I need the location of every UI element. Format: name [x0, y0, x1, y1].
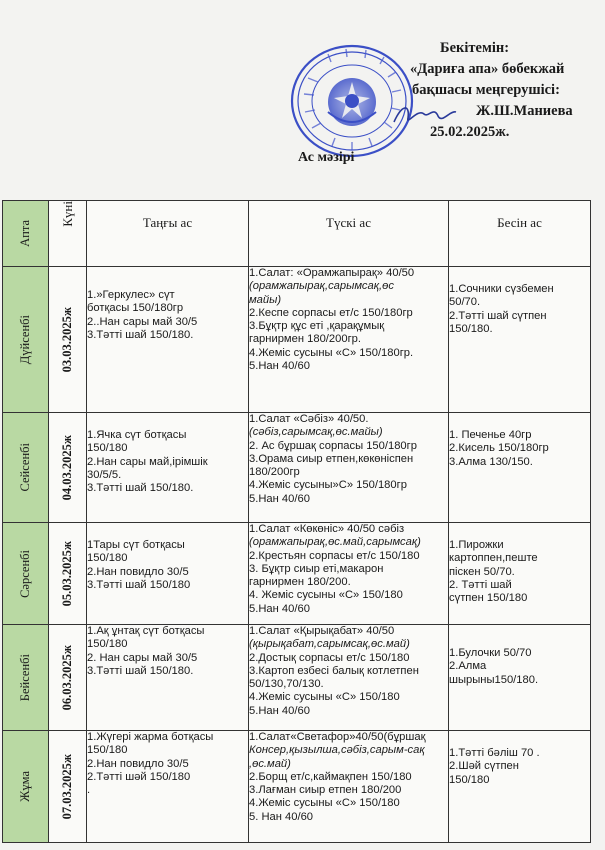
table-row — [3, 731, 591, 843]
breakfast-cell: 1.Ячка сүт ботқасы 150/180 2.Нан сары май,ірімшік 30/5/5. 3.Тәтті шай 150/180. — [87, 413, 249, 523]
header-week: Апта — [3, 201, 49, 267]
approval-line: бақшасы меңгерушісі: — [412, 82, 560, 98]
table-row — [3, 267, 591, 413]
day-cell: Дүйсенбі — [3, 267, 49, 413]
date-cell: 07.03.2025ж — [49, 731, 87, 843]
header-lunch: Түскі ас — [249, 201, 449, 267]
date-cell: 06.03.2025ж — [49, 625, 87, 731]
breakfast-cell: 1Тары сүт ботқасы 150/180 2.Нан повидло 30/5 3.Тәтті шай 150/180 — [87, 523, 249, 625]
day-cell: Жұма — [3, 731, 49, 843]
date-cell: 05.03.2025ж — [49, 523, 87, 625]
dinner-cell: 1. Печенье 40гр 2.Кисель 150/180гр 3.Алма 130/150. — [449, 413, 591, 523]
table-header-row — [3, 201, 591, 267]
approval-block — [410, 38, 600, 143]
dinner-cell: 1.Тәтті бәліш 70 . 2.Шәй сүтпен 150/180 — [449, 731, 591, 843]
dinner-cell: 1.Сочники сүзбемен 50/70. 2.Тәтті шай сүтпен 150/180. — [449, 267, 591, 413]
table-row — [3, 413, 591, 523]
lunch-cell: 1.Салат «Қырықабат» 40/50 (қырықабат,сарымсақ,өс.май) 2.Достық сорпасы ет/с 150/180 3.Картоп езбесі балық котлетпен 50/130,70/130. 4.Жеміс сусыны «С» 150/180 5.Нан 40/60 — [249, 625, 449, 731]
lunch-cell: 1.Салат «Көкөніс» 40/50 сәбіз (орамжапырақ,өс.май,сарымсақ) 2.Крестьян сорпасы ет/с 150/180 3. Бұқтр сиыр еті,макарон гарнирмен 180/200. 4. Жеміс сусыны «С» 150/180 5.Нан 40/60 — [249, 523, 449, 625]
day-cell: Сейсенбі — [3, 413, 49, 523]
approval-line: Ж.Ш.Маниева — [476, 103, 573, 119]
approval-line: «Дариға апа» бөбекжай — [410, 61, 565, 77]
breakfast-cell: 1.»Геркулес» сүт ботқасы 150/180гр 2..Нан сары май 30/5 3.Тәтті шай 150/180. — [87, 267, 249, 413]
lunch-cell: 1.Салат: «Орамжапырақ» 40/50 (орамжапырақ,сарымсақ,өс майы) 2.Кеспе сорпасы ет/с 150/180гр 3.Бұқтр құс еті ,қарақұмық гарнирмен 180/200гр. 4.Жеміс сусыны «С» 150/180гр. 5.Нан 40/60 — [249, 267, 449, 413]
dinner-cell: 1.Булочки 50/70 2.Алма шырыны150/180. — [449, 625, 591, 731]
date-cell: 04.03.2025ж — [49, 413, 87, 523]
approval-line: Бекітемін: — [440, 40, 510, 56]
header-breakfast: Таңғы ас — [87, 201, 249, 267]
lunch-cell: 1.Салат «Сәбіз» 40/50. (сәбіз,сарымсақ,өс.майы) 2. Ас бұршақ сорпасы 150/180гр 3.Орама сиыр етпен,көкөніспен 180/200гр 4.Жеміс сусыны»С» 150/180гр 5.Нан 40/60 — [249, 413, 449, 523]
document-title: Ас мәзірі — [298, 150, 355, 165]
day-cell: Бейсенбі — [3, 625, 49, 731]
breakfast-cell: 1.Жүгері жарма ботқасы 150/180 2.Нан повидло 30/5 2.Тәтті шәй 150/180 . — [87, 731, 249, 843]
breakfast-cell: 1.Ақ ұнтақ сүт ботқасы 150/180 2. Нан сары май 30/5 3.Тәтті шай 150/180. — [87, 625, 249, 731]
approval-line: 25.02.2025ж. — [430, 124, 510, 140]
menu-table — [2, 200, 591, 843]
header-date: Күні — [49, 201, 87, 267]
table-row — [3, 625, 591, 731]
lunch-cell: 1.Салат«Светафор»40/50(бұршақ Консер,қызылша,сәбіз,сарым-сақ ,өс.май) 2.Борщ ет/с,каймақпен 150/180 3.Лағман сиыр етпен 180/200 4.Жеміс сусыны «С» 150/180 5. Нан 40/60 — [249, 731, 449, 843]
table-row — [3, 523, 591, 625]
day-cell: Сәрсенбі — [3, 523, 49, 625]
dinner-cell: 1.Пирожки картоппен,пеште піскен 50/70. 2. Тәтті шай сүтпен 150/180 — [449, 523, 591, 625]
header-dinner: Бесін ас — [449, 201, 591, 267]
date-cell: 03.03.2025ж — [49, 267, 87, 413]
